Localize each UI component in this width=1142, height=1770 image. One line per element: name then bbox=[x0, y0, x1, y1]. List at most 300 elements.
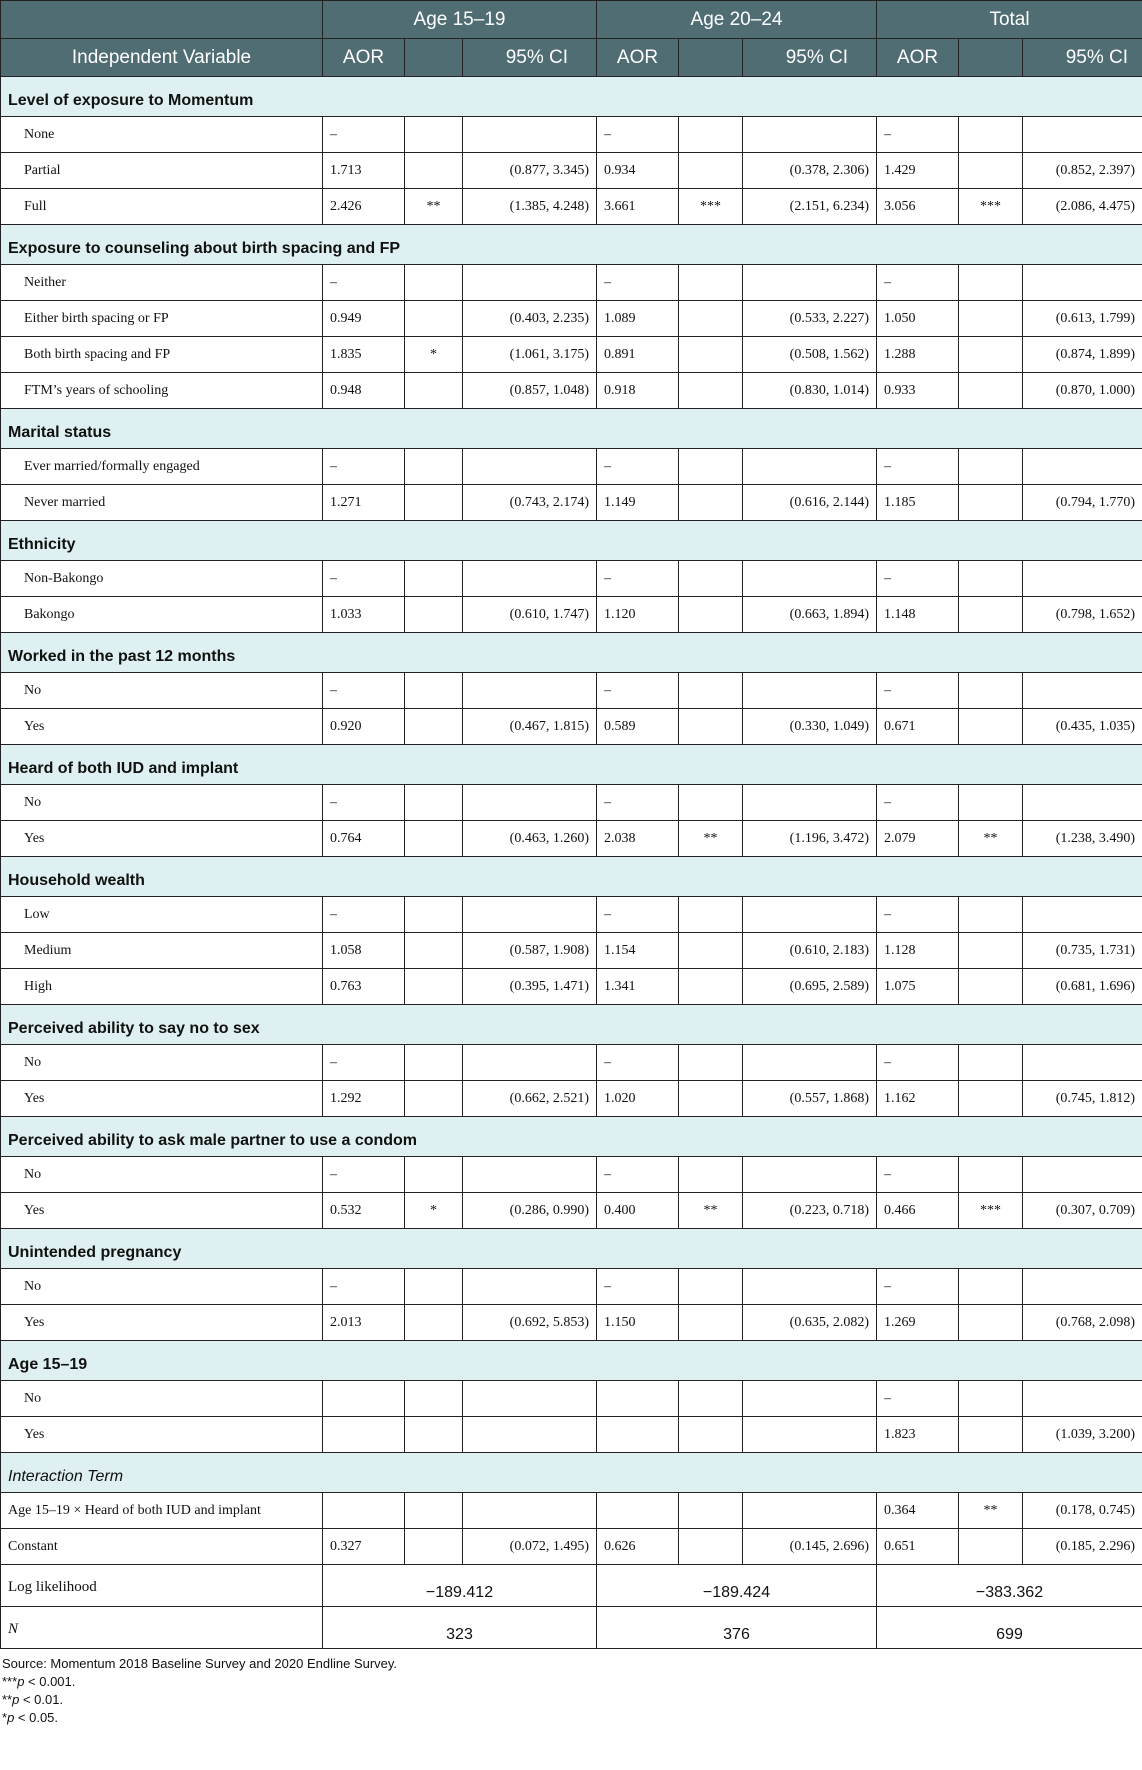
aor-value: – bbox=[323, 897, 405, 933]
significance-stars bbox=[405, 301, 463, 337]
aor-value: 1.128 bbox=[877, 933, 959, 969]
ci-value: (0.508, 1.562) bbox=[743, 337, 877, 373]
significance-note bbox=[2, 1709, 1142, 1727]
row-label: Ever married/formally engaged bbox=[1, 449, 323, 485]
ci-value: (1.039, 3.200) bbox=[1023, 1417, 1142, 1453]
section-title: Marital status bbox=[1, 409, 1142, 449]
row-label: Full bbox=[1, 189, 323, 225]
ci-value: (0.072, 1.495) bbox=[463, 1529, 597, 1565]
ci-value: (0.307, 0.709) bbox=[1023, 1193, 1142, 1229]
ci-value: (0.681, 1.696) bbox=[1023, 969, 1142, 1005]
aor-value: – bbox=[323, 1157, 405, 1193]
aor-value: 1.089 bbox=[597, 301, 679, 337]
note-stars: ** bbox=[2, 1692, 13, 1707]
statistic-row bbox=[1, 1607, 1142, 1649]
section-title: Exposure to counseling about birth spacing and FP bbox=[1, 225, 1142, 265]
table-row bbox=[1, 821, 1142, 857]
row-label: Low bbox=[1, 897, 323, 933]
section-title: Perceived ability to ask male partner to use a condom bbox=[1, 1117, 1142, 1157]
significance-stars bbox=[405, 673, 463, 709]
significance-stars bbox=[405, 1269, 463, 1305]
significance-stars: * bbox=[405, 1193, 463, 1229]
ci-value bbox=[743, 1157, 877, 1193]
aor-value: – bbox=[597, 785, 679, 821]
table-row bbox=[1, 337, 1142, 373]
table-row bbox=[1, 969, 1142, 1005]
aor-value: – bbox=[877, 117, 959, 153]
aor-value: 1.150 bbox=[597, 1305, 679, 1341]
significance-stars bbox=[405, 1157, 463, 1193]
ci-value: (0.616, 2.144) bbox=[743, 485, 877, 521]
significance-stars bbox=[959, 1305, 1023, 1341]
ci-value: (0.695, 2.589) bbox=[743, 969, 877, 1005]
aor-value bbox=[597, 1417, 679, 1453]
row-label: Medium bbox=[1, 933, 323, 969]
ci-value bbox=[463, 1045, 597, 1081]
ci-value bbox=[743, 673, 877, 709]
row-label: None bbox=[1, 117, 323, 153]
aor-value bbox=[597, 1493, 679, 1529]
significance-stars bbox=[959, 1081, 1023, 1117]
ci-value bbox=[743, 561, 877, 597]
ci-value: (0.852, 2.397) bbox=[1023, 153, 1142, 189]
significance-stars bbox=[679, 673, 743, 709]
aor-value: – bbox=[877, 673, 959, 709]
header-independent-variable: Independent Variable bbox=[1, 39, 323, 77]
significance-stars bbox=[679, 301, 743, 337]
ci-value: (0.662, 2.521) bbox=[463, 1081, 597, 1117]
ci-value bbox=[1023, 1381, 1142, 1417]
aor-value: 1.050 bbox=[877, 301, 959, 337]
significance-stars bbox=[959, 1417, 1023, 1453]
aor-value: 0.327 bbox=[323, 1529, 405, 1565]
significance-stars bbox=[679, 561, 743, 597]
aor-value: 0.671 bbox=[877, 709, 959, 745]
significance-stars bbox=[405, 449, 463, 485]
significance-stars bbox=[405, 1529, 463, 1565]
ci-value: (0.743, 2.174) bbox=[463, 485, 597, 521]
aor-value: – bbox=[597, 561, 679, 597]
section-title: Age 15–19 bbox=[1, 1341, 1142, 1381]
section-title: Worked in the past 12 months bbox=[1, 633, 1142, 673]
aor-value: 1.269 bbox=[877, 1305, 959, 1341]
aor-value: 0.400 bbox=[597, 1193, 679, 1229]
significance-stars bbox=[679, 449, 743, 485]
note-threshold: < 0.01. bbox=[19, 1692, 64, 1707]
row-label: Yes bbox=[1, 821, 323, 857]
ci-value bbox=[463, 561, 597, 597]
significance-stars: ** bbox=[959, 1493, 1023, 1529]
significance-stars bbox=[959, 1381, 1023, 1417]
section-title: Level of exposure to Momentum bbox=[1, 77, 1142, 117]
aor-value: 1.162 bbox=[877, 1081, 959, 1117]
section-header-row bbox=[1, 1117, 1142, 1157]
row-label: No bbox=[1, 1157, 323, 1193]
ci-value: (0.794, 1.770) bbox=[1023, 485, 1142, 521]
aor-value: 1.835 bbox=[323, 337, 405, 373]
significance-stars bbox=[959, 1157, 1023, 1193]
significance-stars bbox=[405, 117, 463, 153]
table-row bbox=[1, 1045, 1142, 1081]
aor-value: – bbox=[597, 449, 679, 485]
section-header-row bbox=[1, 633, 1142, 673]
ci-value bbox=[1023, 561, 1142, 597]
ci-value: (0.330, 1.049) bbox=[743, 709, 877, 745]
table-row bbox=[1, 1305, 1142, 1341]
aor-value: – bbox=[597, 117, 679, 153]
aor-value: 0.589 bbox=[597, 709, 679, 745]
aor-value: 1.271 bbox=[323, 485, 405, 521]
table-row bbox=[1, 265, 1142, 301]
aor-value: 1.020 bbox=[597, 1081, 679, 1117]
significance-stars bbox=[959, 561, 1023, 597]
aor-value: – bbox=[877, 785, 959, 821]
aor-value: – bbox=[323, 673, 405, 709]
significance-stars bbox=[405, 709, 463, 745]
aor-value: 0.933 bbox=[877, 373, 959, 409]
significance-stars bbox=[959, 709, 1023, 745]
table-row bbox=[1, 785, 1142, 821]
ci-value: (0.587, 1.908) bbox=[463, 933, 597, 969]
ci-value: (0.663, 1.894) bbox=[743, 597, 877, 633]
aor-value: 1.823 bbox=[877, 1417, 959, 1453]
aor-value: 0.364 bbox=[877, 1493, 959, 1529]
significance-stars: *** bbox=[679, 189, 743, 225]
statistic-value: −383.362 bbox=[877, 1565, 1142, 1607]
significance-stars: * bbox=[405, 337, 463, 373]
significance-stars bbox=[679, 117, 743, 153]
aor-value bbox=[323, 1381, 405, 1417]
ci-value bbox=[463, 1417, 597, 1453]
ci-value bbox=[463, 1381, 597, 1417]
ci-value: (0.533, 2.227) bbox=[743, 301, 877, 337]
table-row bbox=[1, 373, 1142, 409]
statistic-label: Log likelihood bbox=[1, 1565, 323, 1607]
ci-value bbox=[1023, 117, 1142, 153]
note-stars: *** bbox=[2, 1674, 18, 1689]
row-label: Non-Bakongo bbox=[1, 561, 323, 597]
significance-stars bbox=[679, 373, 743, 409]
aor-value: 0.891 bbox=[597, 337, 679, 373]
ci-value bbox=[463, 1157, 597, 1193]
aor-value bbox=[597, 1381, 679, 1417]
table-row bbox=[1, 117, 1142, 153]
aor-value bbox=[323, 1493, 405, 1529]
row-label: Constant bbox=[1, 1529, 323, 1565]
source-note: Source: Momentum 2018 Baseline Survey and 2020 Endline Survey. bbox=[2, 1656, 398, 1671]
section-title: Ethnicity bbox=[1, 521, 1142, 561]
row-label: Never married bbox=[1, 485, 323, 521]
significance-stars bbox=[959, 673, 1023, 709]
ci-value: (0.223, 0.718) bbox=[743, 1193, 877, 1229]
row-label: Both birth spacing and FP bbox=[1, 337, 323, 373]
aor-value: – bbox=[877, 561, 959, 597]
section-header-row bbox=[1, 1341, 1142, 1381]
ci-value: (2.086, 4.475) bbox=[1023, 189, 1142, 225]
aor-value: – bbox=[323, 449, 405, 485]
row-label: No bbox=[1, 1045, 323, 1081]
significance-stars bbox=[679, 969, 743, 1005]
header-ci: 95% CI bbox=[743, 39, 877, 77]
ci-value bbox=[1023, 1157, 1142, 1193]
ci-value: (0.735, 1.731) bbox=[1023, 933, 1142, 969]
significance-stars bbox=[679, 933, 743, 969]
note-threshold: < 0.001. bbox=[24, 1674, 76, 1689]
aor-value: – bbox=[597, 897, 679, 933]
significance-stars: *** bbox=[959, 189, 1023, 225]
section-header-row bbox=[1, 1229, 1142, 1269]
aor-value: 1.185 bbox=[877, 485, 959, 521]
aor-value: – bbox=[323, 1045, 405, 1081]
aor-value: 0.764 bbox=[323, 821, 405, 857]
table-row bbox=[1, 561, 1142, 597]
header-aor: AOR bbox=[597, 39, 679, 77]
aor-value: 1.713 bbox=[323, 153, 405, 189]
ci-value bbox=[743, 785, 877, 821]
note-stars: * bbox=[2, 1710, 8, 1725]
aor-value: – bbox=[323, 561, 405, 597]
aor-value: 0.626 bbox=[597, 1529, 679, 1565]
aor-value: 1.058 bbox=[323, 933, 405, 969]
significance-stars bbox=[959, 337, 1023, 373]
header-sig-blank bbox=[679, 39, 743, 77]
row-label: Neither bbox=[1, 265, 323, 301]
section-title: Unintended pregnancy bbox=[1, 1229, 1142, 1269]
significance-stars bbox=[679, 1381, 743, 1417]
aor-value: 1.149 bbox=[597, 485, 679, 521]
section-title: Heard of both IUD and implant bbox=[1, 745, 1142, 785]
aor-value bbox=[323, 1417, 405, 1453]
ci-value: (1.196, 3.472) bbox=[743, 821, 877, 857]
aor-value: 1.429 bbox=[877, 153, 959, 189]
aor-value: 2.079 bbox=[877, 821, 959, 857]
aor-value: 2.038 bbox=[597, 821, 679, 857]
significance-stars bbox=[959, 373, 1023, 409]
ci-value: (0.610, 2.183) bbox=[743, 933, 877, 969]
aor-value: – bbox=[877, 897, 959, 933]
statistic-label: N bbox=[1, 1607, 323, 1649]
ci-value bbox=[1023, 897, 1142, 933]
ci-value: (0.378, 2.306) bbox=[743, 153, 877, 189]
aor-value: 3.056 bbox=[877, 189, 959, 225]
table-row bbox=[1, 897, 1142, 933]
ci-value bbox=[463, 1493, 597, 1529]
table-row bbox=[1, 1381, 1142, 1417]
ci-value: (0.557, 1.868) bbox=[743, 1081, 877, 1117]
significance-stars bbox=[405, 1493, 463, 1529]
section-header-row bbox=[1, 521, 1142, 561]
ci-value: (0.435, 1.035) bbox=[1023, 709, 1142, 745]
ci-value: (1.238, 3.490) bbox=[1023, 821, 1142, 857]
aor-value: 1.154 bbox=[597, 933, 679, 969]
note-p: p bbox=[7, 1710, 15, 1725]
ci-value: (0.286, 0.990) bbox=[463, 1193, 597, 1229]
statistic-value: −189.424 bbox=[597, 1565, 877, 1607]
aor-value: – bbox=[323, 785, 405, 821]
section-header-row bbox=[1, 225, 1142, 265]
statistic-value: 699 bbox=[877, 1607, 1142, 1649]
ci-value bbox=[1023, 1045, 1142, 1081]
row-label: Yes bbox=[1, 1081, 323, 1117]
ci-value bbox=[463, 897, 597, 933]
statistic-row bbox=[1, 1565, 1142, 1607]
significance-stars bbox=[405, 561, 463, 597]
significance-stars bbox=[959, 969, 1023, 1005]
significance-notes bbox=[2, 1673, 1142, 1727]
aor-value: – bbox=[597, 1045, 679, 1081]
row-label: No bbox=[1, 1381, 323, 1417]
table-row bbox=[1, 153, 1142, 189]
aor-value: – bbox=[597, 265, 679, 301]
header-group-total: Total bbox=[877, 1, 1142, 39]
significance-note bbox=[2, 1691, 1142, 1709]
table-row bbox=[1, 1157, 1142, 1193]
aor-value: – bbox=[877, 1381, 959, 1417]
significance-stars bbox=[959, 597, 1023, 633]
aor-value: 0.763 bbox=[323, 969, 405, 1005]
ci-value bbox=[1023, 1269, 1142, 1305]
aor-value: 0.934 bbox=[597, 153, 679, 189]
section-header-row bbox=[1, 1453, 1142, 1493]
row-label: FTM’s years of schooling bbox=[1, 373, 323, 409]
row-label: Bakongo bbox=[1, 597, 323, 633]
header-column-row bbox=[1, 39, 1142, 77]
significance-stars bbox=[679, 153, 743, 189]
ci-value bbox=[743, 1417, 877, 1453]
section-header-row bbox=[1, 857, 1142, 897]
significance-stars bbox=[405, 1417, 463, 1453]
significance-stars bbox=[959, 265, 1023, 301]
ci-value: (1.385, 4.248) bbox=[463, 189, 597, 225]
significance-stars bbox=[679, 1045, 743, 1081]
ci-value: (0.403, 2.235) bbox=[463, 301, 597, 337]
significance-stars bbox=[679, 1305, 743, 1341]
row-label: No bbox=[1, 1269, 323, 1305]
significance-stars bbox=[405, 897, 463, 933]
aor-value: – bbox=[877, 1045, 959, 1081]
aor-value: – bbox=[877, 1269, 959, 1305]
row-label: Yes bbox=[1, 1305, 323, 1341]
header-group-age-15-19: Age 15–19 bbox=[323, 1, 597, 39]
ci-value: (0.178, 0.745) bbox=[1023, 1493, 1142, 1529]
significance-stars bbox=[679, 1417, 743, 1453]
significance-stars bbox=[959, 301, 1023, 337]
row-label: No bbox=[1, 673, 323, 709]
table-row bbox=[1, 709, 1142, 745]
ci-value bbox=[743, 1381, 877, 1417]
table-row bbox=[1, 1529, 1142, 1565]
note-threshold: < 0.05. bbox=[14, 1710, 59, 1725]
ci-value bbox=[743, 1493, 877, 1529]
significance-stars bbox=[405, 265, 463, 301]
header-sig-blank bbox=[959, 39, 1023, 77]
ci-value: (0.613, 1.799) bbox=[1023, 301, 1142, 337]
significance-stars bbox=[405, 1381, 463, 1417]
ci-value bbox=[463, 673, 597, 709]
aor-value: 0.948 bbox=[323, 373, 405, 409]
table-row bbox=[1, 1493, 1142, 1529]
row-label: Yes bbox=[1, 1417, 323, 1453]
aor-value: 0.532 bbox=[323, 1193, 405, 1229]
aor-value: – bbox=[323, 1269, 405, 1305]
ci-value: (0.745, 1.812) bbox=[1023, 1081, 1142, 1117]
table-row bbox=[1, 1417, 1142, 1453]
ci-value: (0.830, 1.014) bbox=[743, 373, 877, 409]
significance-stars bbox=[405, 933, 463, 969]
aor-value: – bbox=[877, 449, 959, 485]
ci-value: (0.768, 2.098) bbox=[1023, 1305, 1142, 1341]
significance-stars bbox=[959, 153, 1023, 189]
table-row bbox=[1, 449, 1142, 485]
significance-stars bbox=[679, 897, 743, 933]
ci-value bbox=[743, 265, 877, 301]
significance-stars: ** bbox=[959, 821, 1023, 857]
significance-stars bbox=[959, 785, 1023, 821]
significance-stars bbox=[679, 1269, 743, 1305]
ci-value: (0.798, 1.652) bbox=[1023, 597, 1142, 633]
aor-value: – bbox=[877, 265, 959, 301]
significance-stars bbox=[959, 1269, 1023, 1305]
ci-value bbox=[743, 449, 877, 485]
aor-value: 1.148 bbox=[877, 597, 959, 633]
aor-value: 0.949 bbox=[323, 301, 405, 337]
aor-value: 0.920 bbox=[323, 709, 405, 745]
header-sig-blank bbox=[405, 39, 463, 77]
section-title: Interaction Term bbox=[1, 1453, 1142, 1493]
ci-value bbox=[1023, 785, 1142, 821]
aor-value: – bbox=[877, 1157, 959, 1193]
aor-value: 0.466 bbox=[877, 1193, 959, 1229]
significance-stars bbox=[679, 485, 743, 521]
significance-stars bbox=[405, 1305, 463, 1341]
row-label: High bbox=[1, 969, 323, 1005]
ci-value: (0.463, 1.260) bbox=[463, 821, 597, 857]
aor-value: 1.288 bbox=[877, 337, 959, 373]
significance-stars: *** bbox=[959, 1193, 1023, 1229]
aor-value: – bbox=[597, 1269, 679, 1305]
significance-stars bbox=[959, 933, 1023, 969]
table-notes bbox=[0, 1649, 1142, 1727]
significance-stars: ** bbox=[405, 189, 463, 225]
ci-value: (0.692, 5.853) bbox=[463, 1305, 597, 1341]
significance-stars bbox=[679, 709, 743, 745]
table-row bbox=[1, 673, 1142, 709]
ci-value: (0.874, 1.899) bbox=[1023, 337, 1142, 373]
ci-value: (0.395, 1.471) bbox=[463, 969, 597, 1005]
table-row bbox=[1, 1269, 1142, 1305]
statistic-value: 323 bbox=[323, 1607, 597, 1649]
significance-stars bbox=[679, 1529, 743, 1565]
ci-value: (0.145, 2.696) bbox=[743, 1529, 877, 1565]
ci-value: (0.635, 2.082) bbox=[743, 1305, 877, 1341]
header-aor: AOR bbox=[877, 39, 959, 77]
aor-value: 0.651 bbox=[877, 1529, 959, 1565]
table-body bbox=[1, 77, 1142, 1649]
aor-value: 3.661 bbox=[597, 189, 679, 225]
statistic-value: 376 bbox=[597, 1607, 877, 1649]
ci-value bbox=[463, 449, 597, 485]
section-header-row bbox=[1, 1005, 1142, 1045]
table-row bbox=[1, 933, 1142, 969]
aor-value: – bbox=[323, 117, 405, 153]
significance-stars bbox=[679, 337, 743, 373]
ci-value bbox=[463, 117, 597, 153]
significance-stars bbox=[405, 485, 463, 521]
statistic-value: −189.412 bbox=[323, 1565, 597, 1607]
ci-value: (1.061, 3.175) bbox=[463, 337, 597, 373]
aor-value: 0.918 bbox=[597, 373, 679, 409]
header-ci: 95% CI bbox=[463, 39, 597, 77]
